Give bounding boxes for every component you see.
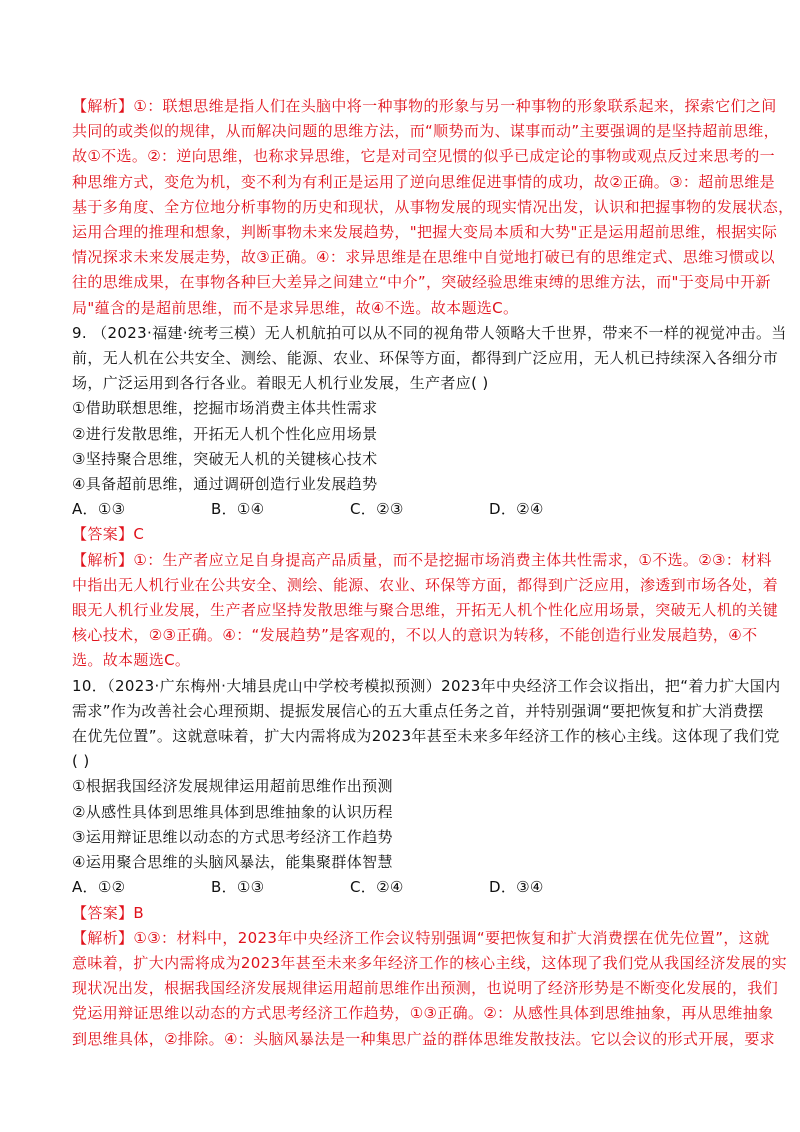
option-a: A．①② [72,878,126,897]
statement-item: ②进行发散思维，开拓无人机个性化应用场景 [72,424,378,443]
statement-item: ③坚持聚合思维，突破无人机的关键核心技术 [72,449,378,468]
option-d: D．③④ [489,878,544,897]
answer-options [72,497,738,522]
option-b: B．①③ [211,878,265,897]
analysis-line: 共同的或类似的规律，从而解决问题的思维方法，而“顺势而为、谋事而动”主要强调的是坚持超前思维， [72,122,779,141]
analysis-line: 故①不选。②：逆向思维，也称求异思维，它是对司空见惯的似乎已成定论的事物或观点反过来思考的一 [72,147,775,166]
analysis-line: 【解析】①：联想思维是指人们在头脑中将一种事物的形象与另一种事物的形象联系起来，探索它们之间 [72,97,777,115]
analysis-line: 运用合理的推理和想象，判断事物未来发展趋势，"把握大变局本质和大势"正是运用超前思维，根据实际 [72,223,778,242]
analysis-line: 选。故本题选C。 [72,651,191,670]
analysis-line: 【解析】①：生产者应立足自身提高产品质量，而不是挖掘市场消费主体共性需求，①不选。②③：材料 [72,550,772,569]
analysis-line: 党运用辩证思维以动态的方式思考经济工作趋势，①③正确。②：从感性具体到思维抽象，再从思维抽象 [72,1004,774,1023]
question-stem-line: 前，无人机在公共安全、测绘、能源、农业、环保等方面，都得到广泛应用，无人机已持续深入各细分市 [72,349,779,368]
answer-key: 【答案】B [72,903,145,922]
option-d: D．②④ [489,500,544,519]
question-10 [72,674,787,1052]
answer-key: 【答案】C [72,525,145,544]
statement-item: ④运用聚合思维的头脑风暴法，能集聚群体智慧 [72,853,393,872]
question-stem-line: ( ) [72,752,90,771]
analysis-line: 情况探求未来发展走势，故③正确。④：求异思维是在思维中自觉地打破已有的思维定式、思维习惯或以 [72,248,775,267]
analysis-line: 局"蕴含的是超前思维，而不是求异思维，故④不选。故本题选C。 [72,298,519,317]
page-content [72,94,794,1052]
analysis-line: 中指出无人机行业在公共安全、测绘、能源、农业、环保等方面，都得到广泛应用，渗透到市场各处，着 [72,575,779,594]
option-b: B．①④ [211,500,265,519]
analysis-line: 种思维方式，变危为机，变不利为有利正是运用了逆向思维促进事情的成功，故②正确。③：超前思维是 [72,172,775,191]
analysis-line: 【解析】①③：材料中，2023年中央经济工作会议特别强调“要把恢复和扩大消费摆在优先位置”，这就 [72,928,770,947]
answer-options [72,875,738,900]
analysis-line: 往的思维成果，在事物各种巨大差异之间建立“中介”，突破经验思维束缚的思维方法，而"于变局中开新 [72,273,771,292]
statement-item: ④具备超前思维，通过调研创造行业发展趋势 [72,475,378,494]
analysis-line: 核心技术，②③正确。④：“发展趋势”是客观的，不以人的意识为转移，不能创造行业发展趋势，④不 [72,626,758,645]
question-9 [72,321,787,674]
analysis-prev [72,94,794,321]
option-a: A．①③ [72,500,126,519]
analysis-line: 现状况出发，根据我国经济发展规律运用超前思维作出预测，也说明了经济形势是不断变化发展的，我们 [72,979,779,998]
analysis-line: 意味着，扩大内需将成为2023年甚至未来多年经济工作的核心主线，这体现了我们党从我国经济发展的实 [72,953,787,972]
statement-item: ①借助联想思维，挖掘市场消费主体共性需求 [72,399,378,418]
question-stem-line: 需求”作为改善社会心理预期、提振发展信心的五大重点任务之首，并特别强调“要把恢复和扩大消费摆 [72,701,764,720]
analysis-line: 到思维具体，②排除。④：头脑风暴法是一种集思广益的群体思维发散技法。它以会议的形式开展，要求 [72,1029,775,1048]
analysis-line: 眼无人机行业发展，生产者应坚持发散思维与聚合思维，开拓无人机个性化应用场景，突破无人机的关键 [72,601,779,620]
question-stem-line: 9. （2023·福建·统考三模）无人机航拍可以从不同的视角带人领略大千世界，带来不一样的视觉冲击。当 [72,323,787,342]
option-c: C．②④ [350,878,404,897]
question-stem-line: 在优先位置”。这就意味着，扩大内需将成为2023年甚至未来多年经济工作的核心主线。这体现了我们党 [72,727,780,746]
question-stem-line: 场，广泛运用到各行各业。着眼无人机行业发展，生产者应( ) [72,374,489,393]
option-c: C．②③ [350,500,404,519]
statement-item: ③运用辩证思维以动态的方式思考经济工作趋势 [72,827,393,846]
statement-item: ②从感性具体到思维具体到思维抽象的认识历程 [72,802,393,821]
analysis-line: 基于多角度、全方位地分析事物的历史和现状，从事物发展的现实情况出发，认识和把握事物的发展状态， [72,197,794,216]
statement-item: ①根据我国经济发展规律运用超前思维作出预测 [72,777,393,796]
question-stem-line: 10．（2023·广东梅州·大埔县虎山中学校考模拟预测）2023年中央经济工作会议指出，把“着力扩大国内 [72,676,781,695]
